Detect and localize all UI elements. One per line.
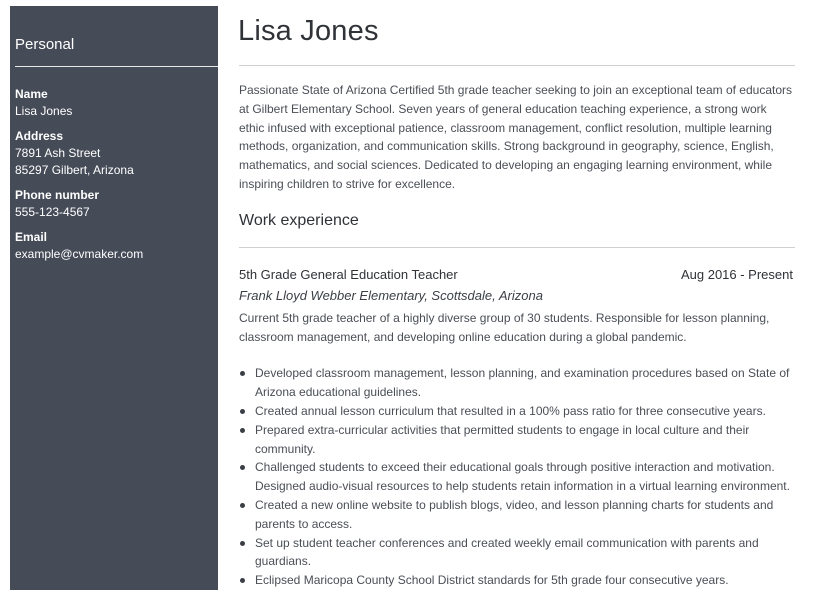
address-label: Address: [15, 129, 64, 143]
address-line-1: 7891 Ash Street: [15, 146, 101, 160]
email-label: Email: [15, 230, 48, 244]
phone-label: Phone number: [15, 188, 100, 202]
list-item-text: Prepared extra-curricular activities that permitted students to engage in local culture and their community.: [255, 422, 750, 456]
personal-sidebar: [10, 6, 218, 590]
address-line-2: 85297 Gilbert, Arizona: [15, 163, 134, 177]
address-field: [15, 128, 213, 179]
work-experience-heading: Work experience: [239, 211, 359, 229]
phone-value: 555-123-4567: [15, 205, 90, 219]
job-title: 5th Grade General Education Teacher: [239, 266, 458, 282]
list-item: [239, 364, 795, 402]
email-field: [15, 229, 213, 263]
sidebar-divider: [15, 66, 218, 67]
job-dates: Aug 2016 - Present: [680, 266, 793, 282]
job-header: [239, 266, 795, 283]
phone-field: [15, 187, 213, 221]
bullet-icon: [240, 541, 245, 546]
list-item-text: Created annual lesson curriculum that resulted in a 100% pass ratio for three consecutive years.: [255, 403, 766, 418]
list-item-text: Eclipsed Maricopa County School District standards for 5th grade four consecutive years.: [255, 573, 729, 588]
bullet-icon: [240, 428, 245, 433]
list-item-text: Developed classroom management, lesson planning, and examination procedures based on State of Arizona educational guidelines.: [255, 366, 790, 400]
bullet-icon: [240, 503, 245, 508]
list-item: [239, 496, 795, 534]
list-item: [239, 421, 795, 459]
resume-main: [239, 0, 795, 590]
bullet-icon: [240, 465, 245, 470]
email-value: example@cvmaker.com: [15, 247, 144, 261]
bullet-icon: [240, 409, 245, 414]
candidate-name: Lisa Jones: [238, 15, 379, 47]
work-experience-divider: [239, 247, 795, 248]
job-employer: Frank Lloyd Webber Elementary, Scottsdale, Arizona: [239, 287, 543, 303]
list-item: [239, 458, 795, 496]
list-item-text: Set up student teacher conferences and created weekly email communication with parents and guardians.: [255, 535, 759, 569]
bullet-icon: [240, 578, 245, 583]
list-item: [239, 534, 795, 572]
job-description: Current 5th grade teacher of a highly diverse group of 30 students. Responsible for lesson planning, classroom management, and developing online education during a global pandemic.: [239, 310, 770, 344]
header-divider: [239, 65, 795, 66]
name-value: Lisa Jones: [15, 104, 73, 118]
list-item-text: Challenged students to exceed their educational goals through positive interaction and motivation. Designed audio-visual resources to help students retain information in a virtual learning environment.: [255, 460, 790, 494]
list-item: [239, 402, 795, 421]
bullet-icon: [240, 371, 245, 376]
job-achievements-list: [239, 364, 795, 590]
list-item: [239, 571, 795, 590]
profile-summary: Passionate State of Arizona Certified 5th grade teacher seeking to join an exceptional team of educators at Gilbert Elementary School. Seven years of general education teaching experience, a strong work ethic infused with exceptional patience, classroom management, conflict resolution, multiple learning methods, organization, and communication skills. Strong background in geography, science, English, mathematics, and social sciences. Dedicated to developing an engaging learning environment, while inspiring children to strive for excellence.: [239, 83, 793, 191]
list-item-text: Created a new online website to publish blogs, video, and lesson planning charts for students and parents to access.: [255, 497, 774, 531]
name-field: [15, 86, 213, 120]
name-label: Name: [15, 87, 48, 101]
sidebar-title: Personal: [15, 36, 75, 53]
